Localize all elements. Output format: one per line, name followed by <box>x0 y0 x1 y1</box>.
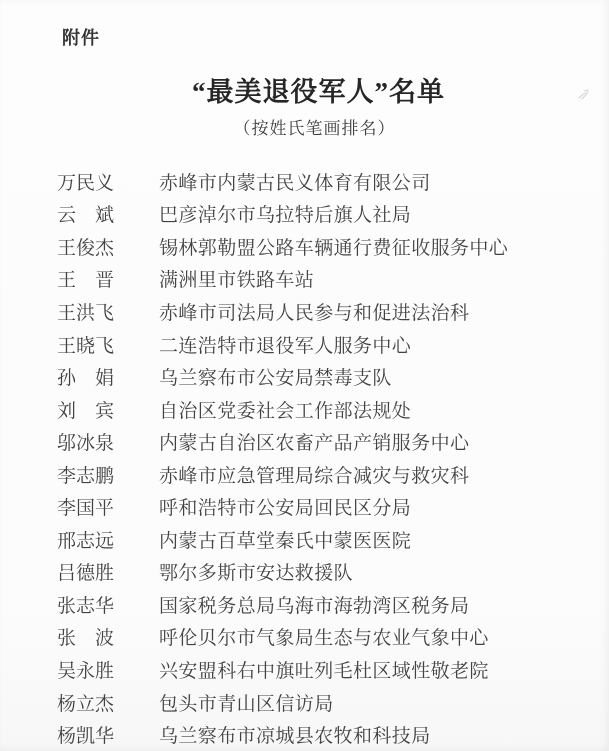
roster-row <box>57 588 609 621</box>
person-name: 吴永胜 <box>57 660 115 682</box>
person-name: 孙 娟 <box>57 368 115 390</box>
page-subtitle: （按姓氏笔画排名） <box>233 119 396 138</box>
person-name: 张 波 <box>57 628 115 650</box>
person-name: 李志鹏 <box>57 465 115 487</box>
roster-row <box>57 165 609 198</box>
roster-row <box>57 718 609 751</box>
person-name: 吕德胜 <box>57 563 115 585</box>
person-name: 李国平 <box>57 498 115 520</box>
person-org: 乌兰察布市凉城县农牧和科技局 <box>159 726 431 748</box>
roster-row <box>57 230 609 263</box>
person-name: 张志华 <box>57 595 115 617</box>
roster-row <box>57 458 609 491</box>
page-title: “最美退役军人”名单 <box>192 77 445 107</box>
person-name: 王晓飞 <box>57 335 115 357</box>
person-org: 自治区党委社会工作部法规处 <box>159 400 412 422</box>
person-name: 邢志远 <box>57 530 115 552</box>
person-name: 杨凯华 <box>57 726 115 748</box>
person-org: 赤峰市司法局人民参与和促进法治科 <box>159 302 470 324</box>
person-org: 呼和浩特市公安局回民区分局 <box>159 498 412 520</box>
person-name: 邬冰泉 <box>57 433 115 455</box>
person-org: 赤峰市内蒙古民义体育有限公司 <box>159 172 431 194</box>
smudge-mark <box>576 86 592 102</box>
roster-list <box>57 165 609 751</box>
person-org: 二连浩特市退役军人服务中心 <box>159 335 412 357</box>
roster-row <box>57 425 609 458</box>
roster-row <box>57 490 609 523</box>
person-org: 巴彦淖尔市乌拉特后旗人社局 <box>159 205 412 227</box>
person-name: 王 晋 <box>57 270 115 292</box>
roster-row <box>57 263 609 296</box>
person-org: 内蒙古自治区农畜产品产销服务中心 <box>159 433 470 455</box>
person-name: 刘 宾 <box>57 400 115 422</box>
roster-row <box>57 295 609 328</box>
roster-row <box>57 328 609 361</box>
person-org: 满洲里市铁路车站 <box>159 270 315 292</box>
roster-row <box>57 360 609 393</box>
roster-row <box>57 653 609 686</box>
roster-row <box>57 686 609 719</box>
attachment-label: 附件 <box>62 28 100 48</box>
roster-row <box>57 556 609 589</box>
person-org: 赤峰市应急管理局综合减灾与救灾科 <box>159 465 470 487</box>
person-org: 包头市青山区信访局 <box>159 693 334 715</box>
person-name: 云 斌 <box>57 205 115 227</box>
person-org: 呼伦贝尔市气象局生态与农业气象中心 <box>159 628 489 650</box>
person-name: 万民义 <box>57 172 115 194</box>
roster-row <box>57 393 609 426</box>
person-org: 乌兰察布市公安局禁毒支队 <box>159 368 392 390</box>
person-org: 锡林郭勒盟公路车辆通行费征收服务中心 <box>159 237 509 259</box>
person-name: 王俊杰 <box>57 237 115 259</box>
roster-row <box>57 621 609 654</box>
person-org: 鄂尔多斯市安达救援队 <box>159 563 354 585</box>
person-org: 国家税务总局乌海市海勃湾区税务局 <box>159 595 470 617</box>
roster-row <box>57 523 609 556</box>
person-org: 内蒙古百草堂秦氏中蒙医医院 <box>159 530 412 552</box>
person-name: 杨立杰 <box>57 693 115 715</box>
person-org: 兴安盟科右中旗吐列毛杜区域性敬老院 <box>159 660 489 682</box>
person-name: 王洪飞 <box>57 302 115 324</box>
roster-row <box>57 198 609 231</box>
